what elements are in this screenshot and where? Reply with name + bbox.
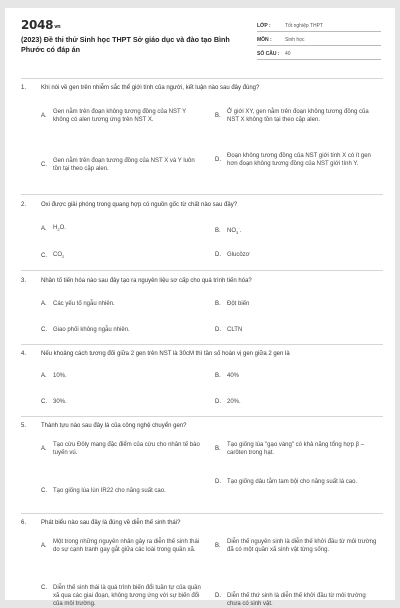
option-b[interactable]: B. Đột biến xyxy=(215,301,250,307)
option-c[interactable]: C. Giao phối không ngẫu nhiên. xyxy=(41,327,130,333)
question-number: 6. xyxy=(21,520,27,526)
option-a[interactable]: A. $H_2O$. xyxy=(41,225,66,233)
question-text: Nếu khoảng cách tương đối giữa 2 gen trên NST là 30cM thì tần số hoán vị gen giữa 2 gen là xyxy=(41,351,290,357)
option-c[interactable]: C. Gen nằm trên đoạn tương đồng của NST X và Y luôn tồn tại theo cặp alen. xyxy=(41,158,195,172)
option-c[interactable]: C. Tạo giống lúa lùn IR22 cho năng suất cao. xyxy=(41,488,166,494)
document-title: (2023) Đề thi thử Sinh học THPT Sở giáo dục và đào tạo Bình Phước có đáp án xyxy=(21,35,230,54)
question-text: Phát biểu nào sau đây là đúng về diễn thế sinh thái? xyxy=(41,520,181,526)
question-6 xyxy=(21,519,383,527)
option-d[interactable]: D. 20%. xyxy=(215,399,241,405)
option-c[interactable]: C. $CO_2$ xyxy=(41,252,65,260)
question-3 xyxy=(21,277,383,285)
meta-row-count xyxy=(257,46,381,60)
meta-key: MÔN : xyxy=(257,37,272,43)
question-1 xyxy=(21,84,383,92)
meta-value: Tốt nghiệp THPT xyxy=(285,23,323,29)
option-d[interactable]: D. Đoạn không tương đồng của NST giới tính X có ít gen hơn đoạn không tương đồng của NST giới tính Y. xyxy=(215,153,371,167)
question-text: Khi nói về gen trên nhiễm sắc thể giới tính của người, kết luận nào sau đây đúng? xyxy=(41,85,260,91)
question-number: 3. xyxy=(21,278,27,284)
question-text: Thành tựu nào sau đây là của công nghệ chuyển gen? xyxy=(41,423,187,429)
option-c[interactable]: C. 30%. xyxy=(41,399,67,405)
option-d[interactable]: D. Diễn thế thứ sinh là diễn thế khởi đầu từ môi trường chưa có sinh vật. xyxy=(215,593,366,607)
question-2 xyxy=(21,201,383,209)
option-a[interactable]: A. Gen nằm trên đoạn không tương đồng của NST Y không có alen tương ứng trên NST X. xyxy=(41,109,187,123)
meta-row-class xyxy=(257,18,381,32)
question-4 xyxy=(21,350,383,358)
question-number: 2. xyxy=(21,202,27,208)
document-page xyxy=(5,8,395,607)
question-number: 5. xyxy=(21,423,27,429)
option-a[interactable]: A. 10%. xyxy=(41,373,67,379)
option-b[interactable]: B. 40% xyxy=(215,373,240,379)
question-number: 1. xyxy=(21,85,27,91)
meta-key: LỚP : xyxy=(257,23,271,29)
option-d[interactable]: D. Tạo giống dâu tằm tam bội cho năng suất lá cao. xyxy=(215,479,358,485)
question-text: Nhân tố tiến hóa nào sau đây tạo ra nguyên liệu sơ cấp cho quá trình tiến hóa? xyxy=(41,278,252,284)
meta-key: SỐ CÂU : xyxy=(257,51,280,57)
divider xyxy=(21,194,383,195)
option-b[interactable]: B. Diễn thế nguyên sinh là diễn thế khởi đầu từ môi trường đã có một quần xã sinh vật từng sống. xyxy=(215,539,377,553)
option-b[interactable]: B. Ở giới XY, gen nằm trên đoạn không tương đồng của NST X không tồn tại theo cặp alen. xyxy=(215,109,369,123)
option-d[interactable]: D. Glucôzơ xyxy=(215,252,250,258)
site-logo[interactable]: 2048vn xyxy=(21,18,61,32)
question-number: 4. xyxy=(21,351,27,357)
option-b[interactable]: B. Tạo giống lúa "gạo vàng" có khả năng tổng hợp β – carôten trong hạt. xyxy=(215,442,365,456)
question-5 xyxy=(21,422,383,430)
divider xyxy=(21,270,383,271)
option-b[interactable]: B. $NO_3^-$. xyxy=(215,225,242,236)
divider xyxy=(21,344,383,345)
meta-value: Sinh học xyxy=(285,37,305,43)
meta-value: 40 xyxy=(285,51,291,57)
option-a[interactable]: A. Tạo cừu Đôly mang đặc điểm của cừu cho nhân tế bào tuyến vú. xyxy=(41,442,200,456)
question-text: Oxi được giải phóng trong quang hợp có nguồn gốc từ chất nào sau đây? xyxy=(41,202,238,208)
divider xyxy=(21,416,383,417)
divider xyxy=(21,513,383,514)
meta-row-subject xyxy=(257,32,381,46)
divider xyxy=(21,78,383,79)
option-a[interactable]: A. Các yếu tố ngẫu nhiên. xyxy=(41,301,115,307)
meta-info xyxy=(257,18,381,60)
option-d[interactable]: D. CLTN xyxy=(215,327,243,333)
option-c[interactable]: C. Diễn thế sinh thái là quá trình biến đổi tuần tự của quần xã qua các giai đoạn, không tương ứng với sự biến đổi của môi trường. xyxy=(41,585,201,607)
document-header xyxy=(5,8,395,66)
option-a[interactable]: A. Một trong những nguyên nhân gây ra diễn thế sinh thái do sự cạnh tranh gay gắt giữa các loài trong quần xã. xyxy=(41,539,200,553)
